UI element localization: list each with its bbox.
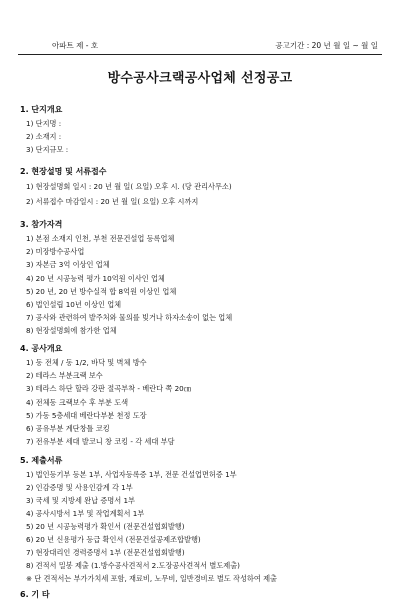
list-item: 3) 테라스 하단 할라 강판 절곡부착 - 베란다 쪽 20㎝ (26, 384, 191, 394)
list-item: 5) 가동 5층세대 베란다부분 천정 도장 (26, 410, 147, 420)
section-heading: 5. 제출서류 (20, 456, 63, 465)
list-item: 5) 20 년 시공능력평가 확인서 (전문건설협회발행) (26, 522, 185, 531)
section-misc (20, 589, 390, 602)
list-item: 3) 국세 및 지방세 완납 증명서 1부 (26, 496, 135, 505)
list-item: 6) 공유부분 계단창틀 코킹 (26, 424, 110, 434)
section-heading: 6. 기 타 (20, 590, 50, 599)
list-item: 7) 현장대리인 경력증명서 1부 (전문건설협회발행) (26, 548, 185, 557)
section-heading: 2. 현장설명 및 서류접수 (20, 167, 107, 176)
list-item: 2) 서류접수 마감일시 : 20 년 월 일( 요일) 오후 시까지 (26, 197, 199, 206)
list-item: 8) 현장설명회에 참가한 업체 (26, 326, 117, 336)
list-item: 4) 공사시방서 1부 및 작업계획서 1부 (26, 509, 145, 518)
list-item: 4) 전체동 크랙보수 후 부분 도색 (26, 397, 129, 407)
section-required-documents (20, 455, 390, 585)
list-item: 8) 견적서 밀봉 제출 (1.방수공사견적서 2.도장공사견적서 별도제출) (26, 561, 240, 570)
list-item: 2) 테라스 부분크랙 보수 (26, 371, 103, 381)
notice-period: 공고기간 : 20 년 월 일 ~ 월 일 (275, 41, 378, 50)
list-item: 3) 단지규모 : (26, 145, 69, 155)
list-item: 1) 본점 소재지 인천, 부천 전문건설업 등록업체 (26, 234, 175, 243)
list-item: 4) 20 년 시공능력 평가 10억원 이사인 업체 (26, 273, 165, 283)
section-complex-overview (20, 104, 390, 157)
section-qualifications (20, 219, 390, 338)
section-heading: 1. 단지개요 (20, 105, 63, 114)
doc-number: 아파트 제 - 호 (52, 41, 99, 50)
section-briefing-and-submission (20, 166, 390, 209)
list-item: 6) 20 년 신용평가 등급 확인서 (전문건설공제조합발행) (26, 535, 201, 544)
list-item: 1) 현장설명회 일시 : 20 년 월 일( 요일) 오후 시. (당 관리사무소) (26, 182, 232, 191)
list-item: 6) 법인설립 10년 이상인 업체 (26, 300, 122, 310)
page-title: 방수공사크랙공사업체 선정공고 (107, 71, 293, 86)
list-item: 2) 소재지 : (26, 132, 62, 142)
list-item: 1) 법인등기부 등본 1부, 사업자등록증 1부, 전문 건설업면허증 1부 (26, 470, 237, 479)
section-heading: 4. 공사개요 (20, 344, 63, 353)
section-work-overview (20, 343, 390, 448)
note-item: ※ 단 견적서는 부가가치세 포함, 재료비, 노무비, 일반경비로 별도 작성하여 제출 (26, 574, 277, 583)
section-heading: 3. 참가자격 (20, 220, 63, 229)
list-item: 2) 인감증명 및 사용인감계 각 1부 (26, 483, 133, 492)
header-bar (18, 40, 382, 55)
list-item: 5) 20 년, 20 년 방수실적 합 8억원 이상인 업체 (26, 286, 177, 296)
list-item: 1) 단지명 : (26, 119, 62, 128)
list-item: 7) 공사와 관련하여 발주처와 물의를 빚거나 하자소송이 없는 업체 (26, 313, 233, 323)
list-item: 3) 자본금 3억 이상인 업체 (26, 260, 110, 270)
list-item: 1) 동 전체 / 동 1/2, 바닥 및 벽체 방수 (26, 358, 147, 367)
list-item: 7) 전유부분 세대 발코니 창 코킹 - 각 세대 부담 (26, 437, 175, 447)
list-item: 2) 미장방수공사업 (26, 247, 85, 257)
